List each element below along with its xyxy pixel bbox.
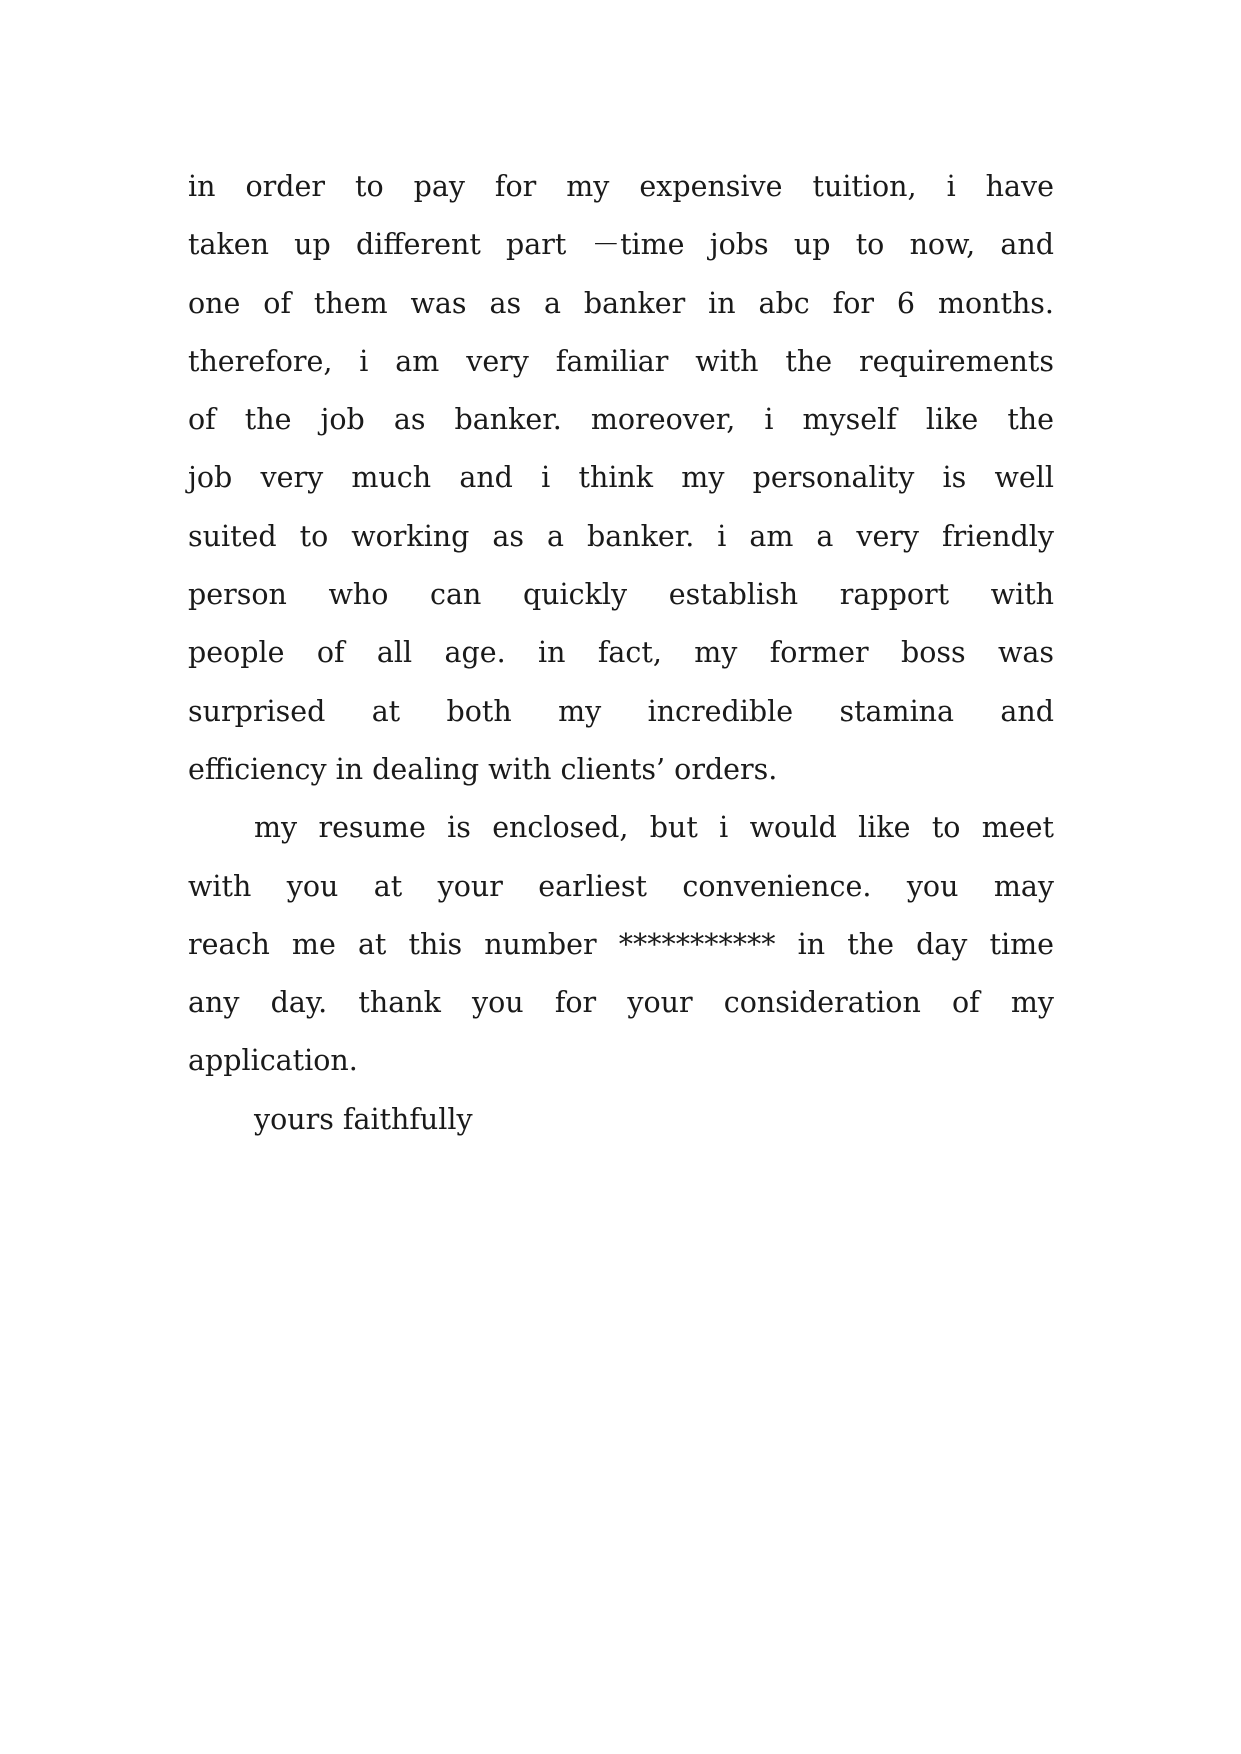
text-line: surprised at both my incredible stamina and (188, 694, 1054, 728)
text-line: efficiency in dealing with clients’ orders. (188, 752, 778, 786)
text-line: with you at your earliest convenience. you may (188, 869, 1054, 903)
paragraph-resume-contact (188, 799, 1054, 1090)
letter-body (188, 158, 1054, 1149)
text-line: any day. thank you for your consideration of my (188, 986, 1054, 1020)
text-line: job very much and i think my personality is well (188, 461, 1054, 495)
text-line: of the job as banker. moreover, i myself like the (188, 403, 1054, 437)
text-line: application. (188, 1044, 358, 1078)
closing-line: yours faithfully (254, 1102, 473, 1136)
text-line: my resume is enclosed, but i would like to meet (254, 811, 1054, 845)
paragraph-tuition-experience (188, 158, 1054, 799)
text-line: people of all age. in fact, my former boss was (188, 636, 1054, 670)
text-line: person who can quickly establish rapport with (188, 578, 1054, 612)
text-line: taken up different part －time jobs up to now, and (188, 228, 1054, 262)
text-line: reach me at this number *********** in the day time (188, 927, 1054, 961)
text-line: one of them was as a banker in abc for 6 months. (188, 286, 1054, 320)
text-line: suited to working as a banker. i am a very friendly (188, 519, 1054, 553)
text-line: therefore, i am very familiar with the requirements (188, 344, 1054, 378)
text-line: in order to pay for my expensive tuition, i have (188, 170, 1054, 203)
